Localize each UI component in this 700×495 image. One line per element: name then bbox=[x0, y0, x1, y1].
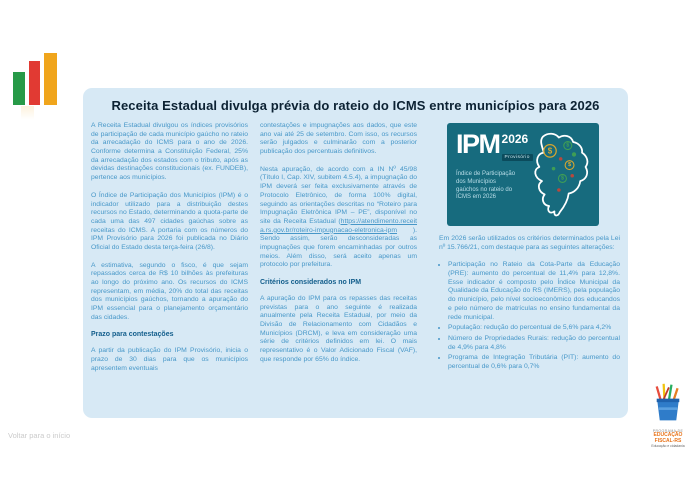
red-bar bbox=[29, 61, 41, 105]
paragraph-text: ). Sendo assim, serão desconsideradas as impugnações que forem encaminhadas por outros meios. Além disso, será aceito apenas um protocolo por prefeitura. bbox=[260, 226, 417, 269]
logo-reflection bbox=[13, 106, 57, 122]
section-heading-criterios: Critérios considerados no IPM bbox=[260, 279, 362, 286]
list-item: • População: redução do percentual de 5,6% para 4,2% bbox=[448, 324, 620, 333]
pef-logo-line3: Educação e cidadania bbox=[651, 444, 685, 448]
paragraph-text: Nesta apuração, de acordo com a IN Nº 45/98 (Título I, Cap. XIV, subitem 4.5.4), a impugnação do IPM deverá ser feita exclusivamente através de Protocolo Eletrônico, de forma 100% digital, seguindo as orientações descritas no “Roteiro para Impugnação Eletrônica IPM – PE”, disponível no site da Receita Estadual ( bbox=[260, 165, 417, 225]
paragraph: O Índice de Participação dos Municípios (IPM) é o indicador utilizado para a distribuição destes recursos no Estado, determinando a quota-parte de cada uma das 497 cidades gaúchas sobre as receitas do ICMS. A portaria com os números do IPM Provisório para 2026 foi publicada no Diário Oficial do Estado desta terça-feira (26/8). bbox=[91, 191, 248, 251]
paragraph: A estimativa, segundo o fisco, é que sejam repassados cerca de R$ 10 bilhões às prefeituras ao longo do próximo ano. Os recursos do ICMS representam, em média, 20% do total das receitas dos municípios gaúchos, tornando a apuração do IPM essencial para o planejamento orçamentário das cidades. bbox=[91, 261, 248, 321]
banner-subtitle: Índice de Participação dos Municípios gaúchos no rateio do ICMS em 2026 bbox=[456, 171, 516, 201]
column-3 bbox=[439, 122, 620, 383]
back-to-top-link[interactable]: Voltar para o início bbox=[8, 431, 71, 440]
paragraph: A Receita Estadual divulgou os índices provisórios de participação de cada município gaúcho no rateio da arrecadação do ICMS para o ano de 2026. Conforme determina a Constituição Federal, 25% da arrecadação dos estados com o tributo, após as devidas destinações constitucionais (ex. FUNDEB), pertence aos municípios. bbox=[91, 122, 248, 182]
pef-logo-line1: PROGRAMA DE bbox=[652, 429, 684, 433]
svg-text:$: $ bbox=[566, 142, 570, 149]
green-bar bbox=[13, 72, 25, 105]
section-heading-prazo: Prazo para contestações bbox=[91, 331, 174, 339]
educacao-fiscal-logo bbox=[644, 383, 692, 448]
column-1 bbox=[91, 122, 248, 383]
paragraph-with-link bbox=[260, 166, 417, 270]
paragraph: contestações e impugnações aos dados, que este ano vai até 25 de setembro. Com isso, os recursos serão julgados e culminarão com a posterior publicação dos percentuais definitivos. bbox=[260, 122, 417, 156]
svg-text:$: $ bbox=[567, 162, 572, 169]
article-card bbox=[83, 88, 628, 418]
paragraph: A partir da publicação do IPM Provisório, inicia o prazo de 30 dias para que os municípios apresentem eventuais bbox=[91, 347, 248, 372]
bar-chart-icon bbox=[13, 53, 57, 105]
column-2 bbox=[260, 122, 417, 383]
ipm-label: IPM bbox=[456, 129, 500, 159]
ipm-year: 2026 bbox=[501, 132, 529, 146]
pef-logo-line2: EDUCAÇÃO FISCAL-RS bbox=[653, 432, 683, 444]
page-title: Receita Estadual divulga prévia do rateio do ICMS entre municípios para 2026 bbox=[111, 98, 600, 113]
list-item: • Participação no Rateio da Cota-Parte da Educação (PRE): aumento do percentual de 11,4% para 12,8%. Esse indicador é composto pelo Índice Municipal da Qualidade da Educação do RS (IMERS), pela população do município, pelo nível socioeconômico dos educandos e pelo número de matrículas no ensino fundamental da rede municipal. bbox=[448, 261, 620, 322]
list-item: • Programa de Integração Tributária (PIT): aumento do percentual de 0,6% para 0,7% bbox=[448, 354, 620, 371]
paragraph: Em 2026 serão utilizados os critérios determinados pela Lei nº 15.766/21, com destaque para as seguintes alterações: bbox=[439, 235, 620, 251]
paragraph: A apuração do IPM para os repasses das receitas previstas para o ano seguinte é realizada anualmente pela Receita Estadual, por meio da Divisão de Relacionamento com Cidadãos e Municípios (DRCM), e leva em consideração uma série de critérios definidos em lei. O mais representativo é o Valor Adicionado Fiscal (VAF), que responde por 65% do índice. bbox=[260, 295, 417, 363]
yellow-bar bbox=[44, 53, 57, 105]
list-item: • Número de Propriedades Rurais: redução do percentual de 4,9% para 4,8% bbox=[448, 335, 620, 352]
criteria-list bbox=[439, 261, 620, 371]
svg-text:$: $ bbox=[547, 146, 553, 156]
impugnacao-eletronica-link[interactable]: https://atendimento.receita.rs.gov.br/roteiro-impugnacao-eletronica-ipm bbox=[260, 217, 417, 234]
article-columns bbox=[91, 122, 620, 383]
svg-text:$: $ bbox=[560, 175, 564, 182]
ipm-2026-banner bbox=[447, 123, 599, 226]
pencil-cup-icon bbox=[650, 383, 686, 423]
bar-chart-logo bbox=[13, 53, 57, 122]
provisorio-badge: Provisório bbox=[502, 154, 533, 161]
